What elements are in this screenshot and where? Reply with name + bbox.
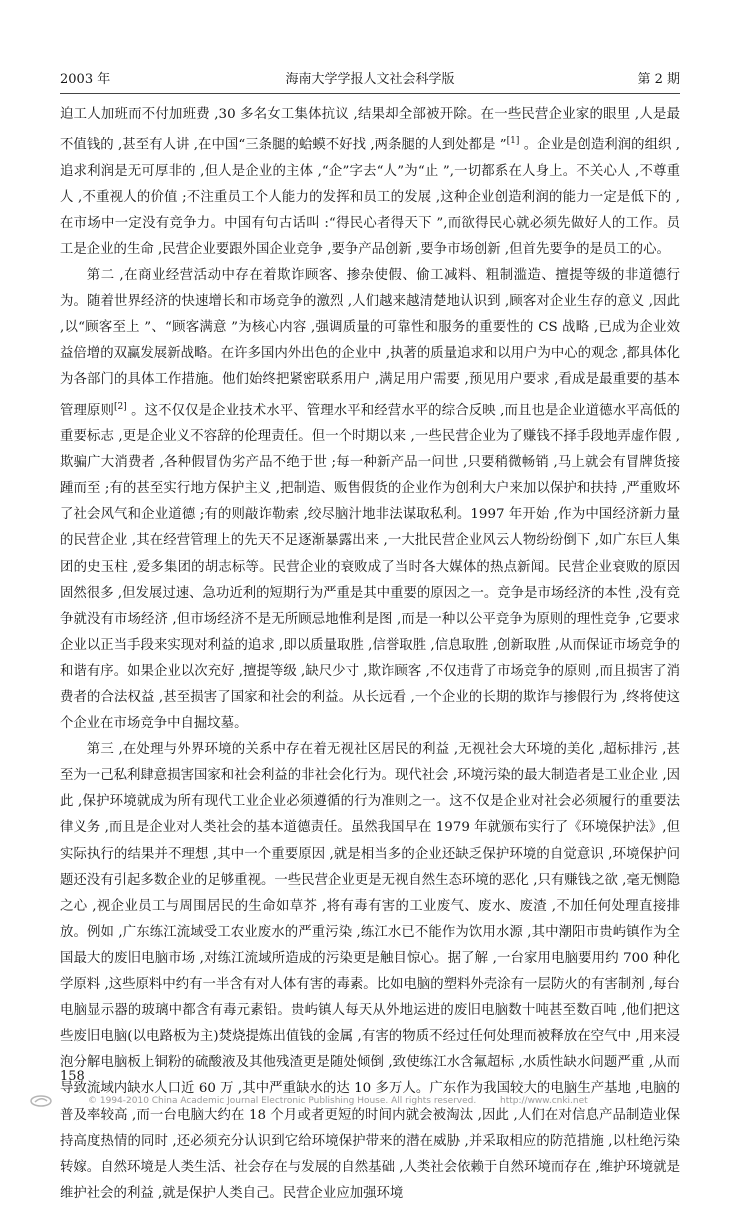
header-year: 2003 年 [60, 72, 111, 87]
citation-marker: [2] [114, 401, 127, 412]
article-body [60, 102, 680, 1207]
header-issue: 第 2 期 [637, 72, 680, 87]
footer [30, 1092, 710, 1110]
cnki-logo-icon [30, 1095, 52, 1107]
paragraph: 第二 ,在商业经营活动中存在着欺诈顾客、掺杂使假、偷工减料、粗制滥造、擅提等级的非道德行为。随着世界经济的快速增长和市场竞争的激烈 ,人们越来越清楚地认识到 ,顾客对企业生存的意义 ,因此 ,以“顾客至上 ”、“顾客满意 ”为核心内容 ,强调质量的可靠性和服务的重要性的 CS 战略 ,已成为企业效益倍增的双赢发展新战略。在许多国内外出色的企业中 ,执著的质量追求和以用户为中心的观念 ,都具体化为各部门的具体工作措施。他们始终把紧密联系用户 ,满足用户需要 ,预见用户要求 ,看成是最重要的基本管理原则[2] 。这不仅仅是企业技术水平、管理水平和经营水平的综合反映 ,而且也是企业道德水平高低的重要标志 ,更是企业义不容辞的伦理责任。但一个时期以来 ,一些民营企业为了赚钱不择手段地弄虚作假 ,欺骗广大消费者 ,各种假冒伪劣产品不绝于世 ;每一种新产品一问世 ,只要稍微畅销 ,马上就会有冒牌货接踵而至 ;有的甚至实行地方保护主义 ,把制造、贩售假货的企业作为创利大户来加以保护和扶持 ,严重败坏了社会风气和企业道德 ;有的则敲诈勒索 ,绞尽脑汁地非法谋取私利。1997 年开始 ,作为中国经济新力量的民营企业 ,其在经营管理上的先天不足逐渐暴露出来 ,一大批民营企业风云人物纷纷倒下 ,如广东巨人集团的史玉柱 ,爱多集团的胡志标等。民营企业的衰败成了当时各大媒体的热点新闻。民营企业衰败的原因固然很多 ,但发展过速、急功近利的短期行为严重是其中重要的原因之一。竞争是市场经济的本性 ,没有竞争就没有市场经济 ,但市场经济不是无所顾忌地惟利是图 ,而是一种以公平竞争为原则的理性竞争 ,它要求企业以正当手段来实现对利益的追求 ,即以质量取胜 ,信誉取胜 ,信息取胜 ,创新取胜 ,从而保证市场竞争的和谐有序。如果企业以次充好 ,擅提等级 ,缺尺少寸 ,欺诈顾客 ,不仅违背了市场竞争的原则 ,而且损害了消费者的合法权益 ,甚至损害了国家和社会的利益。从长远看 ,一个企业的长期的欺诈与掺假行为 ,终将使这个企业在市场竞争中自掘坟墓。 [60, 268, 680, 732]
paragraph: 第三 ,在处理与外界环境的关系中存在着无视社区居民的利益 ,无视社会大环境的美化 ,超标排污 ,甚至为一己私利肆意损害国家和社会利益的非社会化行为。现代社会 ,环境污染的最大制造者是工业企业 ,因此 ,保护环境就成为所有现代工业企业必须遵循的行为准则之一。这不仅是企业对社会必须履行的重要法律义务 ,而且是企业对人类社会的基本道德责任。虽然我国早在 1979 年就颁布实行了《环境保护法》,但实际执行的结果并不理想 ,其中一个重要原因 ,就是相当多的企业还缺乏保护环境的自觉意识 ,环境保护问题还没有引起多数企业的足够重视。一些民营企业更是无视自然生态环境的恶化 ,只有赚钱之欲 ,毫无恻隐之心 ,视企业员工与周围居民的生命如草芥 ,将有毒有害的工业废气、废水、废渣 ,不加任何处理直接排放。例如 ,广东练江流域受工农业废水的严重污染 ,练江水已不能作为饮用水源 ,其中潮阳市贵屿镇作为全国最大的废旧电脑市场 ,对练江流域所造成的污染更是触目惊心。据了解 ,一台家用电脑要用约 700 种化学原料 ,这些原料中约有一半含有对人体有害的毒素。比如电脑的塑料外壳涂有一层防火的有害制剂 ,每台电脑显示器的玻璃中都含有毒元素铅。贵屿镇人每天从外地运进的废旧电脑数十吨甚至数百吨 ,他们把这些废旧电脑(以电路板为主)焚烧提炼出值钱的金属 ,有害的物质不经过任何处理而被释放在空气中 ,用来浸泡分解电脑板上铜粉的硫酸液及其他残渣更是随处倾倒 ,致使练江水含氟超标 ,水质性缺水问题严重 ,从而导致流域内缺水人口近 60 万 ,其中严重缺水的达 10 多万人。广东作为我国较大的电脑生产基地 ,电脑的普及率较高 ,而一台电脑大约在 18 个月或者更短的时间内就会被淘汰 ,因此 ,人们在对信息产品制造业保持高度热情的同时 ,还必须充分认识到它给环境保护带来的潜在威胁 ,并采取相应的防范措施 ,以杜绝污染转嫁。自然环境是人类生活、社会存在与发展的自然基础 ,人类社会依赖于自然环境而存在 ,维护环境就是维护社会的利益 ,就是保护人类自己。民营企业应加强环境 [60, 742, 680, 1201]
paragraph: 迫工人加班而不付加班费 ,30 多名女工集体抗议 ,结果却全部被开除。在一些民营企业家的眼里 ,人是最不值钱的 ,甚至有人讲 ,在中国“三条腿的蛤蟆不好找 ,两条腿的人到处都是 ”[1] 。企业是创造利润的组织 ,追求利润是无可厚非的 ,但人是企业的主体 ,“企”字去“人”为“止 ”,一切都系在人身上。不关心人 ,不尊重人 ,不重视人的价值 ;不注重员工个人能力的发挥和员工的发展 ,这种企业创造利润的能力一定是低下的 ,在市场中一定没有竞争力。中国有句古话叫 :“得民心者得天下 ”,而欲得民心就必须先做好人的工作。员工是企业的生命 ,民营企业要跟外国企业竞争 ,要争产品创新 ,要争市场创新 ,但首先要争的是员工的心。 [60, 107, 680, 257]
citation-marker: [1] [506, 136, 520, 147]
footer-url[interactable]: http://www.cnki.net [500, 1096, 588, 1106]
page-number: 158 [60, 1069, 85, 1084]
footer-copyright: © 1994-2010 China Academic Journal Electronic Publishing House. All rights reserved. [88, 1096, 477, 1106]
header-journal-title: 海南大学学报人文社会科学版 [285, 72, 455, 87]
running-header [60, 67, 680, 94]
